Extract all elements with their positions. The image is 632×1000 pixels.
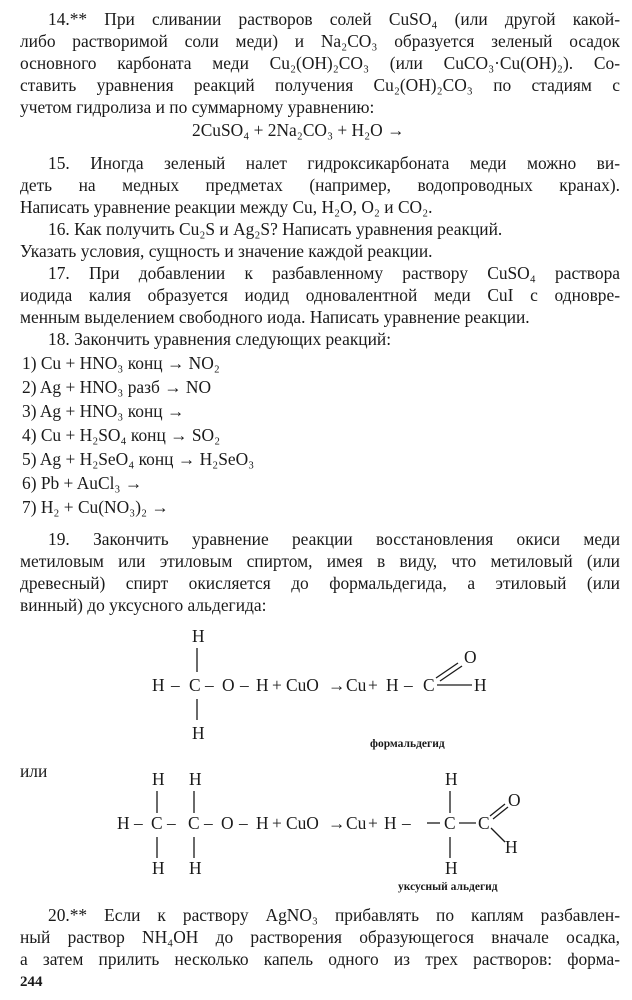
problem-16-line: 16. Как получить Cu₂S и Ag₂S? Написать уравнения реакций. [48, 219, 503, 239]
plus-sign: + [272, 813, 282, 833]
reaction-item: 4) Cu + H₂SO₄ конц → SO₂ [22, 425, 221, 445]
methanol-reaction-scheme [0, 620, 632, 745]
reagent-label: CuO [286, 813, 319, 833]
problem-20-line: 20.** Если к раствору AgNO₃ прибавлять по каплям разбавлен- [48, 905, 620, 925]
atom-label: C [151, 813, 163, 833]
problem-15-line: 15. Иногда зеленый налет гидроксикарбоната меди можно ви- [48, 153, 620, 173]
atom-label: H [152, 675, 165, 695]
problem-14-equation: 2CuSO₄ + 2Na₂CO₃ + H₂O → [192, 120, 405, 140]
reaction-item: 5) Ag + H₂SeO₄ конц → H₂SeO₃ [22, 449, 255, 469]
atom-label: H [256, 813, 269, 833]
double-bond-line [493, 807, 508, 819]
problem-14-line: ставить уравнения реакций получения Cu₂(OH)₂CO₃ по стадиям с [20, 75, 620, 95]
bond-label: – [134, 813, 143, 833]
atom-label: H [152, 769, 165, 789]
bond-label: – [205, 675, 214, 695]
reaction-item: 7) H₂ + Cu(NO₃)₂ → [22, 497, 169, 517]
atom-label: H [117, 813, 130, 833]
bond-label: – [167, 813, 176, 833]
arrow-sign: → [328, 813, 346, 833]
problem-14-line: 14.** При сливании растворов солей CuSO₄ (или другой какой- [48, 9, 620, 29]
problem-20-line: а затем прилить несколько капель одного из трех растворов: форма- [20, 949, 620, 969]
atom-label: H [505, 837, 518, 857]
atom-label: H [474, 675, 487, 695]
reaction-item: 3) Ag + HNO₃ конц → [22, 401, 185, 421]
or-word: или [20, 761, 48, 781]
bond-label: – [240, 675, 249, 695]
problem-16-line: Указать условия, сущность и значение каждой реакции. [20, 241, 433, 261]
bond-label: – [402, 813, 411, 833]
acetaldehyde-caption: уксусный альдегид [398, 881, 498, 893]
atom-label: O [222, 675, 235, 695]
atom-label: C [423, 675, 435, 695]
reaction-item: 2) Ag + HNO₃ разб → NO [22, 377, 212, 397]
plus-sign: + [368, 675, 378, 695]
atom-label: H [384, 813, 397, 833]
problem-14-line: учетом гидролиза и по суммарному уравнению: [20, 97, 375, 117]
reagent-label: CuO [286, 675, 319, 695]
reaction-item: 1) Cu + HNO₃ конц → NO₂ [22, 353, 220, 373]
atom-label: H [192, 723, 205, 743]
atom-label: O [464, 647, 477, 667]
plus-sign: + [272, 675, 282, 695]
atom-label: H [445, 769, 458, 789]
atom-label: H [152, 858, 165, 877]
atom-label: C [188, 813, 200, 833]
problem-17-line: 17. При добавлении к разбавленному раствору CuSO₄ раствора [48, 263, 620, 283]
problem-15-line: деть на медных предметах (например, водопроводных кранах). [20, 175, 620, 195]
atom-label: O [508, 790, 521, 810]
bond-label: – [204, 813, 213, 833]
atom-label: C [478, 813, 490, 833]
atom-label: C [444, 813, 456, 833]
atom-label: H [189, 858, 202, 877]
problem-15-line: Написать уравнение реакции между Cu, H₂O, O₂ и CO₂. [20, 197, 433, 217]
problem-18-intro: 18. Закончить уравнения следующих реакций: [48, 329, 392, 349]
problem-17-line: менным выделением свободного иода. Написать уравнение реакции. [20, 307, 530, 327]
problem-19-line: 19. Закончить уравнение реакции восстановления окиси меди [48, 529, 620, 549]
atom-label: O [221, 813, 234, 833]
product-label: Cu [346, 813, 367, 833]
bond-line [491, 828, 505, 842]
bond-label: – [239, 813, 248, 833]
ethanol-reaction-scheme [0, 762, 632, 877]
reaction-item: 6) Pb + AuCl₃ → [22, 473, 143, 493]
bond-label: – [171, 675, 180, 695]
atom-label: H [256, 675, 269, 695]
problem-19-line: древесный) спирт окисляется до формальдегида, а этиловый (или [20, 573, 620, 593]
double-bond-line [490, 804, 505, 816]
atom-label: C [189, 675, 201, 695]
problem-19-line: метиловым или этиловым спиртом, имея в виду, что метиловый (или [20, 551, 620, 571]
atom-label: H [189, 769, 202, 789]
problem-17-line: иодида калия образуется иодид одновалентной меди CuI с одновре- [20, 285, 620, 305]
product-label: Cu [346, 675, 367, 695]
problem-14-line: либо растворимой соли меди) и Na₂CO₃ образуется зеленый осадок [20, 31, 620, 51]
atom-label: H [192, 626, 205, 646]
plus-sign: + [368, 813, 378, 833]
atom-label: H [445, 858, 458, 877]
problem-20-line: ный раствор NH₄OH до растворения образующегося вначале осадка, [20, 927, 620, 947]
bond-label: – [404, 675, 413, 695]
arrow-sign: → [328, 675, 346, 695]
problem-19-line: винный) до уксусного альдегида: [20, 595, 267, 615]
atom-label: H [386, 675, 399, 695]
page-number: 244 [20, 974, 43, 990]
problem-14-line: основного карбоната меди Cu₂(OH)₂CO₃ (или CuCO₃·Cu(OH)₂). Со- [20, 53, 620, 73]
formaldehyde-caption: формальдегид [370, 738, 445, 750]
